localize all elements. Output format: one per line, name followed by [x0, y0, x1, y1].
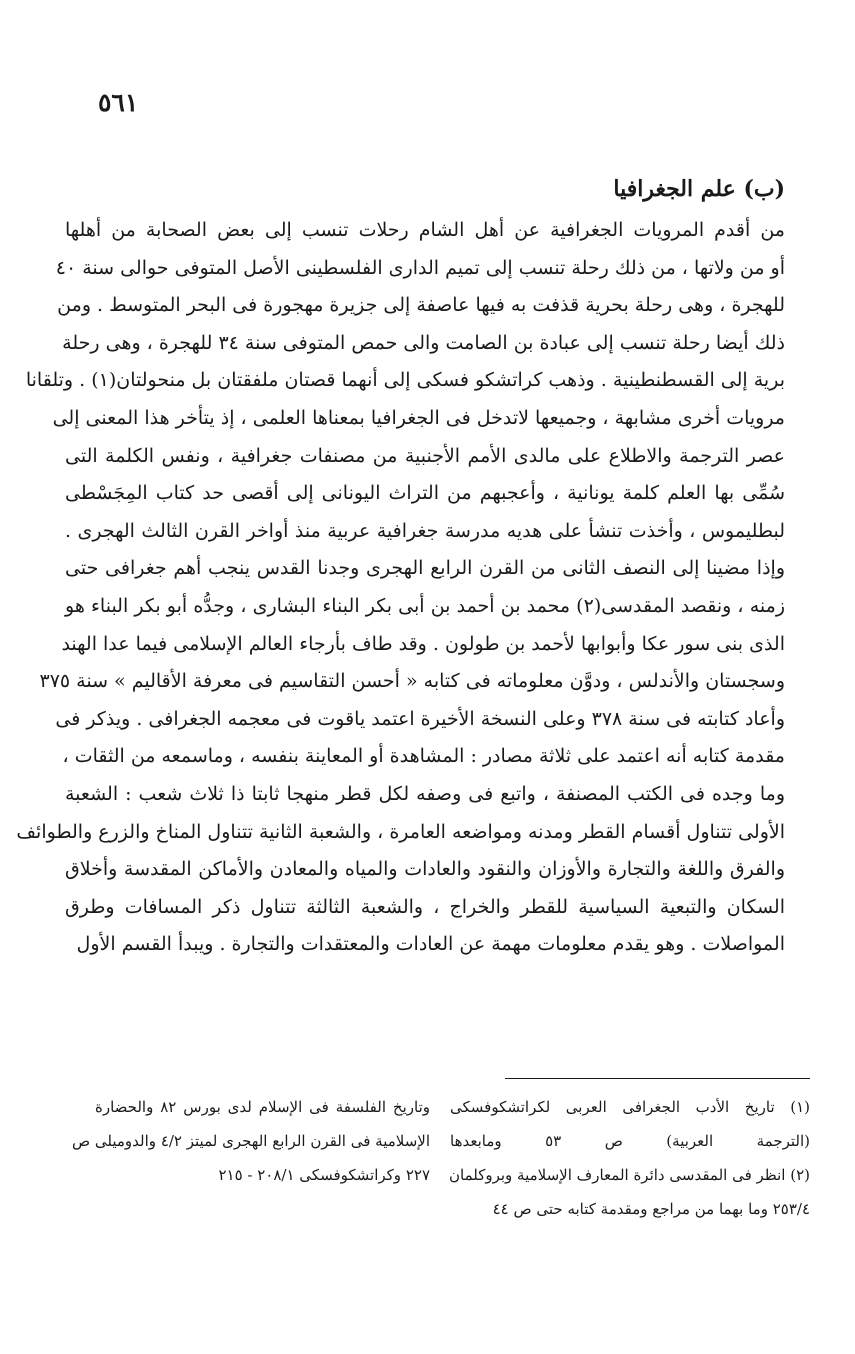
section-heading: (ب) علم الجغرافيا: [613, 176, 785, 202]
text-line: ذلك أيضا رحلة تنسب إلى عبادة بن الصامت والى حمص المتوفى سنة ٣٤ للهجرة ، وهى رحلة: [62, 331, 785, 354]
page-number: ٥٦١: [98, 88, 139, 117]
footnotes-right-column: [450, 1090, 810, 1226]
footnotes-left-column: [72, 1090, 430, 1192]
text-line: للهجرة ، وهى رحلة بحرية قذفت به فيها عاصفة إلى جزيرة مهجورة فى البحر المتوسط . ومن: [57, 294, 785, 317]
text-line: عصر الترجمة والاطلاع على مالدى الأمم الأجنبية من مصنفات جغرافية ، ونفس الكلمة التى: [65, 444, 785, 467]
footnote-line: (٢) انظر فى المقدسى دائرة المعارف الإسلامية وبروكلمان: [448, 1166, 810, 1184]
text-line: من أقدم المرويات الجغرافية عن أهل الشام رحلات تنسب إلى بعض الصحابة من أهلها: [65, 219, 785, 241]
text-line: السكان والتبعية السياسية للقطر والخراج ، والشعبة الثالثة تتناول ذكر المسافات وطرق: [65, 895, 785, 918]
text-line: وما وجده فى الكتب المصنفة ، واتبع فى وصفه لكل قطر منهجا ثابتا ذا ثلاث شعب : الشعبة: [65, 782, 785, 805]
text-line: وأعاد كتابته فى سنة ٣٧٨ وعلى النسخة الأخيرة اعتمد ياقوت فى معجمه الجغرافى . ويذكر فى: [55, 707, 785, 730]
text-line: وإذا مضينا إلى النصف الثانى من القرن الرابع الهجرى وجدنا القدس ينجب أهم جغرافى حتى: [65, 557, 785, 580]
text-line: المواصلات . وهو يقدم معلومات مهمة عن العادات والمعتقدات والتجارة . ويبدأ القسم الأول: [76, 933, 785, 956]
text-line: الأولى تتناول أقسام القطر ومدنه ومواضعه العامرة ، والشعبة الثانية تتناول المناخ والزرع والطوائف: [16, 820, 785, 843]
text-line: الذى بنى سور عكا وأبوابها لأحمد بن طولون . وقد طاف بأرجاء العالم الإسلامى فيما عدا الهند: [61, 632, 785, 655]
footnote-line: الإسلامية فى القرن الرابع الهجرى لميتز ٤/٢ والدوميلى ص: [72, 1132, 430, 1150]
body-text: [16, 212, 785, 964]
text-line: سُمِّى بها العلم كلمة يونانية ، وأعجبهم من التراث اليونانى إلى أقصى حد كتاب المِجَسْطى: [65, 482, 785, 505]
footnote-line: (١) تاريخ الأدب الجغرافى العربى لكراتشكوفسكى: [450, 1098, 810, 1116]
text-line: والفرق واللغة والتجارة والأوزان والنقود والعادات والمياه والمعادن والأماكن المقدسة وأخلاق: [65, 858, 785, 881]
text-line: برية إلى القسطنطينية . وذهب كراتشكو فسكى إلى أنهما قصتان ملفقتان بل منحولتان(١) . وتلقانا: [25, 369, 785, 392]
text-line: لبطليموس ، وأخذت تنشأ على هديه مدرسة جغرافية عربية منذ أواخر القرن الثالث الهجرى .: [65, 519, 785, 542]
footnote-line: ٢٥٣/٤ وما بهما من مراجع ومقدمة كتابه حتى ص ٤٤: [492, 1200, 810, 1218]
text-line: زمنه ، ونقصد المقدسى(٢) محمد بن أحمد بن أبى بكر البناء البشارى ، وجدُّه أبو بكر البناء هو: [65, 594, 785, 617]
text-line: مقدمة كتابه أنه اعتمد على ثلاثة مصادر : المشاهدة أو المعاينة بنفسه ، وماسمعه من الثقات ،: [62, 745, 785, 768]
footnote-line: ٢٢٧ وكراتشكوفسكى ٢٠٨/١ - ٢١٥: [218, 1166, 430, 1184]
footnote-line: (الترجمة العربية) ص ٥٣ ومابعدها: [450, 1132, 810, 1150]
text-line: أو من ولاتها ، من ذلك رحلة تنسب إلى تميم الدارى الفلسطينى الأصل المتوفى حوالى سنة ٤٠: [55, 256, 785, 279]
footnote-line: وتاريخ الفلسفة فى الإسلام لدى بورس ٨٢ والحضارة: [95, 1098, 430, 1116]
text-line: مرويات أخرى مشابهة ، وجميعها لاتدخل فى الجغرافيا بمعناها العلمى ، إذ يتأخر هذا المعنى إلى: [52, 406, 785, 429]
footnote-rule: [505, 1078, 810, 1079]
text-line: وسجستان والأندلس ، ودوَّن معلوماته فى كتابه « أحسن التقاسيم فى معرفة الأقاليم » سنة ٣٧٥: [39, 670, 785, 693]
